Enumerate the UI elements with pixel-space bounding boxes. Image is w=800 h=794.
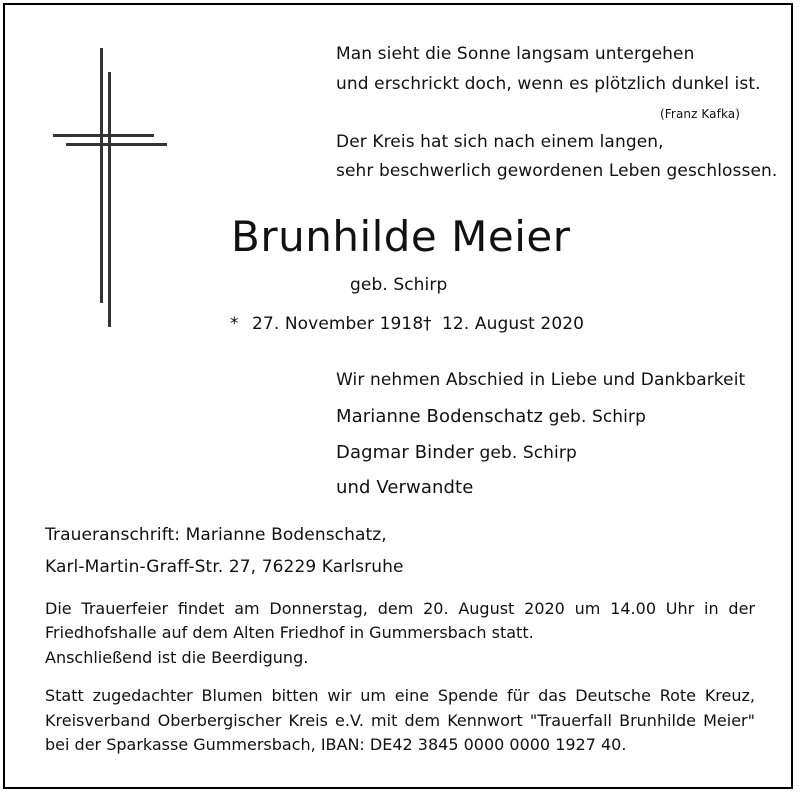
donation-line-1: Statt zugedachter Blumen bitten wir um eine Spende für das Deutsche Rote Kreuz, — [45, 686, 755, 705]
ceremony-line-3: Anschließend ist die Beerdigung. — [45, 648, 309, 667]
address-line-1: Traueranschrift: Marianne Bodenschatz, — [45, 525, 387, 545]
birth-date: 27. November 1918 — [252, 314, 424, 334]
quote-line-2: und erschrickt doch, wenn es plötzlich dunkel ist. — [336, 74, 761, 94]
address-line-2: Karl-Martin-Graff-Str. 27, 76229 Karlsruhe — [45, 557, 404, 577]
mourner-1 — [336, 407, 646, 427]
quote-author: (Franz Kafka) — [660, 107, 741, 121]
donation-line-3: bei der Sparkasse Gummersbach, IBAN: DE42 3845 0000 0000 1927 40. — [45, 735, 627, 754]
intro-line-1: Der Kreis hat sich nach einem langen, — [336, 132, 664, 152]
ceremony-line-1: Die Trauerfeier findet am Donnerstag, dem 20. August 2020 um 14.00 Uhr in der — [45, 599, 755, 618]
deceased-name: Brunhilde Meier — [231, 212, 571, 261]
birth-symbol: * — [230, 314, 239, 334]
death-symbol: † — [423, 314, 432, 334]
farewell-line: Wir nehmen Abschied in Liebe und Dankbarkeit — [336, 370, 746, 390]
mourner-note: geb. Schirp — [548, 407, 646, 427]
mourner-name: Marianne Bodenschatz — [336, 406, 544, 427]
deceased-maiden-name: geb. Schirp — [350, 275, 448, 295]
relatives-line: und Verwandte — [336, 477, 474, 498]
quote-line-1: Man sieht die Sonne langsam untergehen — [336, 44, 695, 64]
mourner-2 — [336, 443, 577, 463]
ceremony-line-2: Friedhofshalle auf dem Alten Friedhof in Gummersbach statt. — [45, 623, 534, 642]
mourner-name: Dagmar Binder — [336, 442, 474, 463]
intro-line-2: sehr beschwerlich gewordenen Leben geschlossen. — [336, 161, 778, 181]
mourner-note: geb. Schirp — [479, 443, 577, 463]
death-date: 12. August 2020 — [442, 314, 585, 334]
donation-line-2: Kreisverband Oberbergischer Kreis e.V. mit dem Kennwort "Trauerfall Brunhilde Meier" — [45, 711, 755, 730]
